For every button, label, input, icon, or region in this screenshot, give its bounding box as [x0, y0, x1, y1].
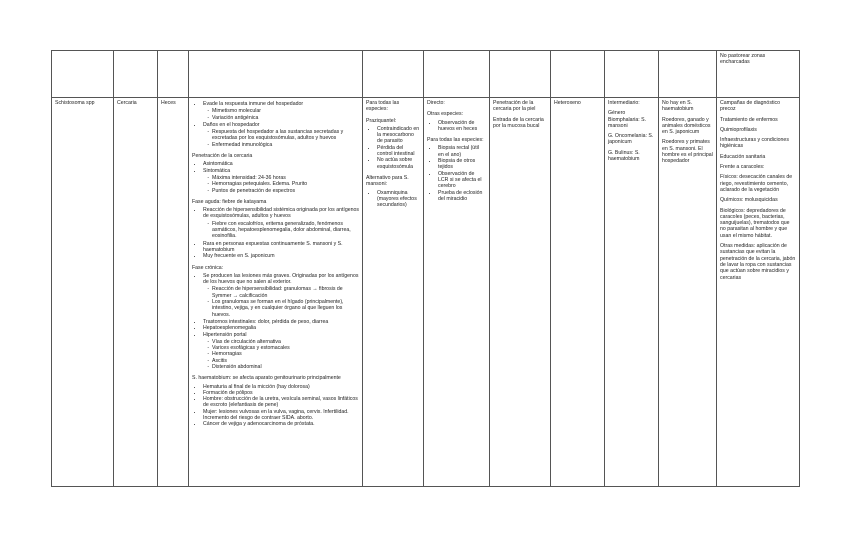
direct-title: Directo: — [427, 100, 445, 106]
sub-list-item: - Hemorragias — [212, 351, 359, 357]
list-item — [377, 126, 420, 145]
alternative-list — [366, 190, 420, 209]
list-item — [203, 241, 359, 254]
sub-list-item: - Reacción de hipersensibilidad: granulomas → fibrosis de Symmer → calcificación — [212, 286, 359, 299]
list-item-text: Evade la respuesta inmune del hospedador — [203, 101, 304, 107]
prevention-item: Frente a caracoles: — [720, 164, 765, 171]
header-cell — [490, 51, 551, 98]
acute-title: Fase aguda: fiebre de katayama — [192, 198, 267, 205]
prevention-item: Quimioprofilaxis — [720, 126, 757, 133]
list-item — [438, 190, 486, 203]
other-species-list — [427, 120, 486, 133]
penetration-title: Penetración de la cercaria — [192, 153, 253, 160]
sub-list — [203, 221, 359, 240]
sub-list-item: - Ascitis — [212, 358, 359, 364]
all-species-list — [427, 145, 486, 202]
sub-list — [203, 108, 359, 121]
list-item-text: Hepatoesplenomegalia — [203, 325, 257, 332]
clinical-cell — [189, 98, 363, 487]
list-item — [203, 207, 359, 239]
list-item — [203, 168, 359, 194]
list-item-text: Reacción de hipersensibilidad sistémica originada por los antígenos de esquistosómulas, adultos y huevos — [203, 207, 360, 220]
list-item-text: Contraindicado en la mesocarbono de parasito — [377, 125, 420, 145]
list-item-text: Daños en el hospedador — [203, 121, 260, 128]
list-item — [377, 190, 420, 209]
list-item-text: Hematuria al final de la micción (hay dolorosa) — [203, 383, 310, 390]
list-item — [438, 145, 486, 158]
list-item — [203, 409, 359, 422]
list-item — [203, 273, 359, 318]
prevention-item: Infraestructuras y condiciones higiénicas — [720, 137, 789, 150]
header-cell — [189, 51, 363, 98]
all-species-title: Para todas las especies: — [427, 137, 484, 144]
list-item-text: Hombre: obstrucción de la uretra, vesícula seminal, vasos linfáticos de escroto (elefantiasis de pene) — [203, 396, 358, 409]
sub-list-item: - Variación antigénica — [212, 115, 359, 121]
chronic-list — [192, 273, 359, 370]
list-item-text: Pérdida del control intestinal — [377, 144, 415, 158]
list-item-text: Trastornos intestinales: dolor, pérdida de peso, diarrea — [203, 318, 329, 325]
prevention-cell — [717, 98, 800, 487]
header-cell — [158, 51, 189, 98]
list-item-text: Mujer: lesiones vulvosas en la vulva, vagina, cervix. Infertilidad. Incremento del riesgo de contraer SIDA. aborto. — [203, 408, 349, 422]
haematobium-list — [192, 384, 359, 428]
sub-list — [203, 175, 359, 194]
header-cell — [52, 51, 114, 98]
sub-list-item: - Puntos de penetración de espectros — [212, 188, 359, 194]
treatment-cell — [363, 98, 424, 487]
bullet-list — [366, 190, 420, 209]
intermediate-item: G. Bulinus: S. haematobium — [608, 149, 640, 163]
infective-form-cell: Cercaria — [114, 98, 158, 487]
praziquantel-list — [366, 126, 420, 170]
list-item — [377, 157, 420, 170]
host-cell: Heces — [158, 98, 189, 487]
list-item-text: Asintomática — [203, 161, 233, 168]
sub-list-item: - Mimetismo molecular — [212, 108, 359, 114]
intermediate-title: Intermediario: — [608, 100, 640, 106]
cycle-cell: Heteroxeno — [551, 98, 605, 487]
transmission-item: Penetración de la cercaria por la piel — [493, 100, 536, 113]
list-item — [203, 253, 359, 259]
reservoir-item: No hay en S. haematobium — [662, 100, 694, 113]
list-item-text: Observación de huevos en heces — [438, 119, 478, 132]
sub-list — [203, 339, 359, 370]
list-item-text: No actúa sobre esquistosómula — [377, 157, 414, 170]
header-cell — [424, 51, 490, 98]
sub-list-item: - Fiebre con escalofríos, eritema generalizado, fenómenos asmáticos, hepatoesplenomegalia, dolor abdominal, diarrea, eosinofilia. — [212, 221, 359, 240]
bullet-list — [192, 101, 359, 148]
header-cell-prevention: No pastorear zonas encharcadas — [717, 51, 800, 98]
reservoir-item: Roedores, ganado y animales domésticos en S. japonicum — [662, 116, 711, 136]
bullet-list — [192, 161, 359, 193]
transmission-cell — [490, 98, 551, 487]
header-cell — [605, 51, 659, 98]
list-item-text: Biopsia rectal (útil en el ano) — [438, 145, 479, 158]
header-cell — [551, 51, 605, 98]
list-item — [438, 171, 486, 190]
header-cell — [659, 51, 717, 98]
list-item — [377, 145, 420, 158]
bullet-list — [192, 273, 359, 370]
reservoir-item: Roedores y primates en S. mansoni. El hombre es el principal hospedador — [662, 139, 713, 165]
prevention-item: Físicos: desecación canales de riego, revestimiento cemento, aclarado de la vegetación — [720, 174, 793, 193]
chronic-title: Fase crónica: — [192, 264, 224, 271]
sub-list-item: - Hemorragias petequiales. Edema. Prurito — [212, 181, 359, 187]
intermediate-item: G. Oncomelania: S. japonicum — [608, 133, 654, 146]
header-cell — [363, 51, 424, 98]
sub-list-item: - Vías de circulación alternativa — [212, 339, 359, 345]
prevention-item: Tratamiento de enfermos — [720, 116, 778, 123]
list-item — [438, 158, 486, 171]
sub-list-item: - Máxima intensidad: 24-36 horas — [212, 175, 359, 181]
prevention-item: Campañas de diagnóstico precoz — [720, 100, 780, 113]
praziquantel-title: Praziquantel: — [366, 117, 397, 124]
list-item-text: Se producen las lesiones más graves. Originadas por los antígenos de los huevos que no salen al exterior. — [203, 272, 359, 286]
bullet-list — [427, 120, 486, 133]
treatment-for-all: Para todas las especies: — [366, 100, 400, 113]
alternative-title: Alternativo para S. mansoni: — [366, 174, 409, 188]
header-cell — [114, 51, 158, 98]
list-item — [203, 332, 359, 371]
sub-list-item: - Distensión abdominal — [212, 364, 359, 370]
list-item-text: Hipertensión portal — [203, 331, 247, 338]
intermediate-item: Género Biomphalaria: S. mansoni — [608, 110, 647, 129]
clinical-intro-list — [192, 101, 359, 148]
list-item — [203, 101, 359, 121]
list-item-text: Cáncer de vejiga y adenocarcinoma de próstata. — [203, 421, 315, 428]
agent-cell: Schistosoma spp — [52, 98, 114, 487]
reservoir-cell — [659, 98, 717, 487]
table-row — [52, 98, 800, 487]
list-item-text: Formación de pólipos — [203, 389, 253, 396]
bullet-list — [192, 207, 359, 259]
list-item-text: Oxamniquina (mayores efectos secundarios) — [377, 189, 417, 209]
parasite-table — [51, 50, 800, 487]
sub-list — [203, 129, 359, 148]
list-item-text: Prueba de eclosión del miracidio — [438, 189, 483, 202]
bullet-list — [427, 145, 486, 202]
list-item — [203, 396, 359, 409]
header-row — [52, 51, 800, 98]
list-item — [203, 122, 359, 148]
bullet-list — [366, 126, 420, 170]
list-item-text: Observación de LCR si se afecta el cerebro — [438, 170, 482, 190]
prevention-item: Educación sanitaria — [720, 153, 766, 160]
list-item — [203, 421, 359, 427]
haematobium-title: S. haematobium: se afecta aparato genitourinario principalmente — [192, 375, 341, 382]
prevention-item: Biológicos: depredadores de caracoles (peces, bacterias, sanguijuelas), trematodos que no parasitan al hombre y que usan el mismo hábitat. — [720, 207, 790, 239]
prevention-item: Otras medidas: aplicación de sustancias que evitan la penetración de la cercaria, jabón de lavar la ropa con sustancias que actúan sobre miracidios y cercarias — [720, 243, 796, 281]
prevention-item: Químicos: molusquicidas — [720, 197, 778, 204]
intermediate-host-cell — [605, 98, 659, 487]
sub-list-item: - Los granulomas se forman en el hígado (principalmente), intestino, vejiga, y en cualquier órgano al que lleguen los huevos. — [212, 299, 359, 318]
list-item-text: Sintomática — [203, 167, 231, 174]
bullet-list — [192, 384, 359, 428]
sub-list-item: - Varices esofágicas y estomacales — [212, 345, 359, 351]
acute-list — [192, 207, 359, 259]
list-item-text: Rara en personas expuestas continuamente S. mansoni y S. haematobium — [203, 240, 343, 253]
list-item-text: Biopsia de otros tejidos — [438, 158, 476, 171]
list-item-text: Muy frecuente en S. japonicum — [203, 253, 275, 260]
other-species-title: Otras especies: — [427, 111, 464, 118]
transmission-item: Entrada de la cercaria por la mucosa bucal — [493, 116, 544, 129]
diagnosis-cell — [424, 98, 490, 487]
sub-list-item: - Enfermedad inmunológica — [212, 142, 359, 148]
list-item — [438, 120, 486, 133]
sub-list — [203, 286, 359, 317]
sub-list-item: - Respuesta del hospedador a las sustancias secretadas y excretadas por los esquistosómulas, adultos y huevos — [212, 129, 359, 142]
penetration-list — [192, 161, 359, 193]
